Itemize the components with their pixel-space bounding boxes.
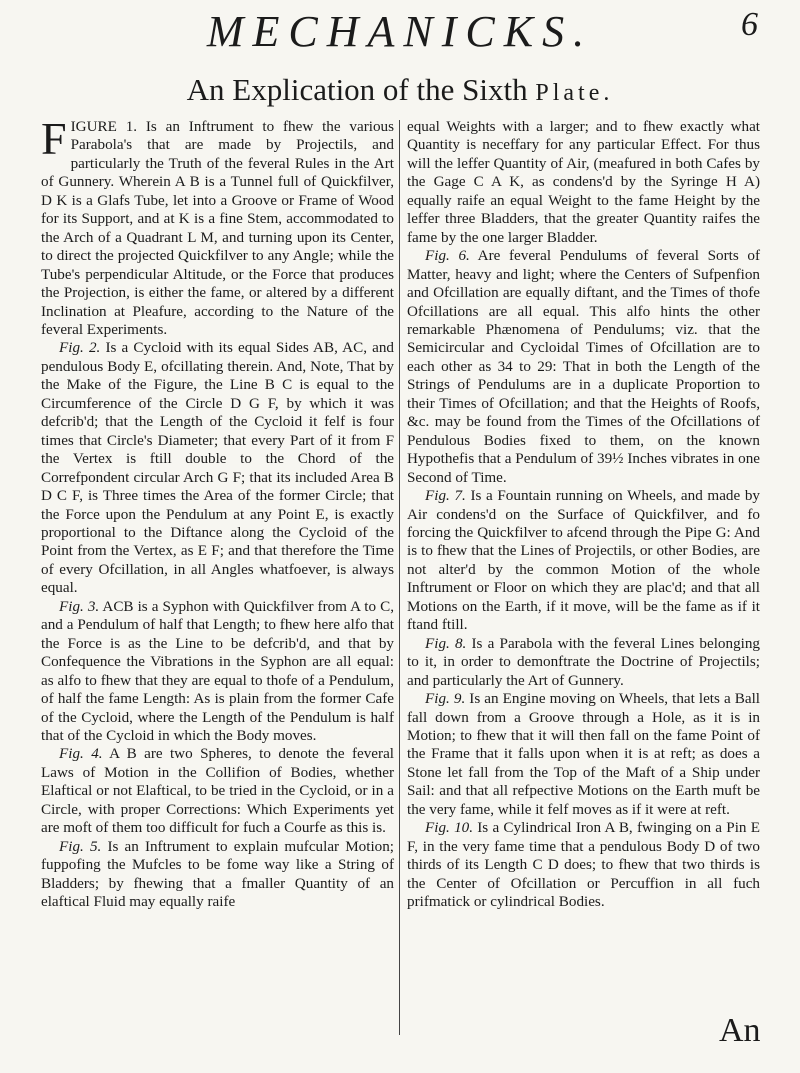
plate-title-main: An Explication of the Sixth: [186, 72, 536, 107]
paragraph-text: Is an Inftrument to explain mufcular Motion; fuppofing the Mufcles to be fome way like a String of Bladders; by fhewing that a fmaller Quantity of an elaftical Fluid may equally raife: [41, 837, 395, 911]
figure-label: Fig. 4.: [59, 745, 103, 763]
running-head-title: MECHANICKS.: [206, 7, 594, 56]
figure-label: Fig. 7.: [425, 487, 466, 505]
right-column: [407, 118, 760, 911]
paragraph-fig-4: [41, 745, 394, 837]
paragraph-fig-8: [407, 635, 760, 690]
column-divider: [399, 120, 400, 1035]
plate-title: [0, 72, 800, 108]
figure-label: Fig. 3.: [59, 597, 100, 615]
paragraph-fig-5: [41, 838, 394, 912]
figure-label: Fig. 10.: [425, 819, 473, 837]
paragraph-fig-9: [407, 690, 760, 819]
paragraph-text: ACB is a Syphon with Quickfilver from A to C, and a Pendulum of half that Length; to fhew here alfo that the Force is as the Line to be defcrib'd, and that by Confequence the Vibrations in the Syphon are all equal: as alfo to fhew that they are equal to thofe of a Pendulum, of half the fame Length: As is plain from the former Cafe of the Cycloid, where the Length of the Pendulum is half that of the Cycloid in which the Body moves.: [41, 597, 394, 744]
paragraph-fig-2: [41, 339, 394, 597]
paragraph-fig-3: [41, 598, 394, 746]
paragraph-fig-7: [407, 487, 760, 635]
left-column: [41, 113, 395, 911]
paragraph-text: Is a Cycloid with its equal Sides AB, AC, and pendulous Body E, ofcillating therein. And, Note, That by the Make of the Figure, the Line B C is equal to the Circumference of the Circle D G F, by which it was defcrib'd; that the Length of the Cycloid it felf is four times that Circle's Diameter; that every Part of it from F the Vertex is ftill double to the Chord of the Correfpondent circular Arch G F; that its included Area B D C F, is Three times the Area of the former Circle; that the Force upon the Pendulum at any Point E, is exactly proportional to the Diftance along the Cycloid of the Point from the Vertex, as E F; and that therefore the Time of every Ofcillation, in all Angles whatfoever, is always equal.: [41, 339, 394, 597]
paragraph-text: equal Weights with a larger; and to fhew exactly what Quantity is neceffary for any particular Effect. For thus will the leffer Quantity of Air, (meafured in both Cafes by the Gage C A K, as condens'd by the Syringe H A) equally raife an equal Weight to the fame Height by the leffer three Bladders, that the greater Quantity raifes the fame by the one larger Bladder.: [407, 118, 760, 246]
figure-label: Fig. 6.: [425, 247, 470, 265]
figure-label: Fig. 9.: [425, 690, 466, 708]
catchword: An: [719, 1012, 761, 1049]
figure-label: Fig. 8.: [425, 634, 467, 652]
paragraph-text: A B are two Spheres, to denote the feveral Laws of Motion in the Collifion of Bodies, whether Elaftical or not Elaftical, to be tried in the Cycloid, or in a Circle, with proper Corrections: Which Experiments yet are moft of them too difficult for fuch a Courfe as this is.: [41, 745, 394, 837]
figure-label: Fig. 2.: [59, 339, 101, 357]
plate-title-plate: Plate.: [535, 80, 614, 106]
paragraph-text: Are feveral Pendulums of feveral Sorts of Matter, heavy and light; where the Centers of Sufpenfion and Ofcillation are equally diftant, and the Times of thofe Ofcillations are all equal. This alfo hints the other remarkable Phænomena of Pendulums; viz. that the Semicircular and Cycloidal Times of Ofcillation are to each other as 34 to 29: That in both the Length of the Strings of Pendulums are in a duplicate Proportion to their Times of Ofcillation; and that the Heights of Roofs, &c. may be found from the Times of the Ofcillations of Pendulous Bodies fixed to them, on the known Hypothefis that a Pendulum of 39½ Inches vibrates in one Second of Time.: [407, 247, 760, 486]
paragraph-text: Is an Engine moving on Wheels, that lets a Ball fall down from a Groove through a Hole, as it is in Motion; to fhew that it will then fall on the fame Point of the Frame that it falls upon when it is at reft; as does a Stone let fall from the Top of the Maft of a Ship under Sail: and that all refpective Motions on the Earth muft be the very fame, while it felf moves as if it were at reft.: [407, 690, 760, 818]
figure-label: Fig. 5.: [59, 837, 102, 855]
paragraph-fig-5-continued: [407, 118, 760, 247]
paragraph-fig-6: [407, 247, 760, 487]
paragraph-fig-1: [41, 113, 394, 339]
page-number: 6: [741, 6, 758, 43]
paragraph-text: Is a Fountain running on Wheels, and made by Air condens'd on the Surface of Quickfilver, and fo forcing the Quickfilver to afcend through the Pipe G: And is to fhew that the Lines of Projectils, or other Bodies, are not alter'd by the common Motion of the whole Inftrument or Floor on which they are plac'd; and that all Motions on the Earth, if it move, will be the fame as if it ftand ftill.: [407, 487, 761, 634]
paragraph-text: IGURE 1. Is an Inftrument to fhew the various Parabola's that are made by Projectils, and particularly the Truth of the feveral Rules in the Art of Gunnery. Wherein A B is a Tunnel full of Quickfilver, D K is a Glafs Tube, let into a Groove or Frame of Wood for its Support, and at K is a fine Stem, accommodated to the Arch of a Quadrant L M, and turning upon its Center, to direct the projected Quickfilver to any Angle; while the Tube's perpendicular Altitude, or the Force that produces the Projection, is either the fame, or altered by a different Inclination at Pleafure, according to the Nature of the feveral Experiments.: [41, 118, 394, 338]
paragraph-text: Is a Parabola with the feveral Lines belonging to it, in order to demonftrate the Doctrine of Projectils; and particularly the Art of Gunnery.: [407, 634, 760, 689]
drop-cap: F: [41, 113, 67, 164]
paragraph-text: Is a Cylindrical Iron A B, fwinging on a Pin E F, in the very fame time that a pendulous Body D of two thirds of its Length C D does; to fhew that two thirds is the Center of Ofcillation or Percuffion in all fuch prifmatick or cylindrical Bodies.: [407, 819, 760, 911]
paragraph-fig-10: [407, 819, 760, 911]
